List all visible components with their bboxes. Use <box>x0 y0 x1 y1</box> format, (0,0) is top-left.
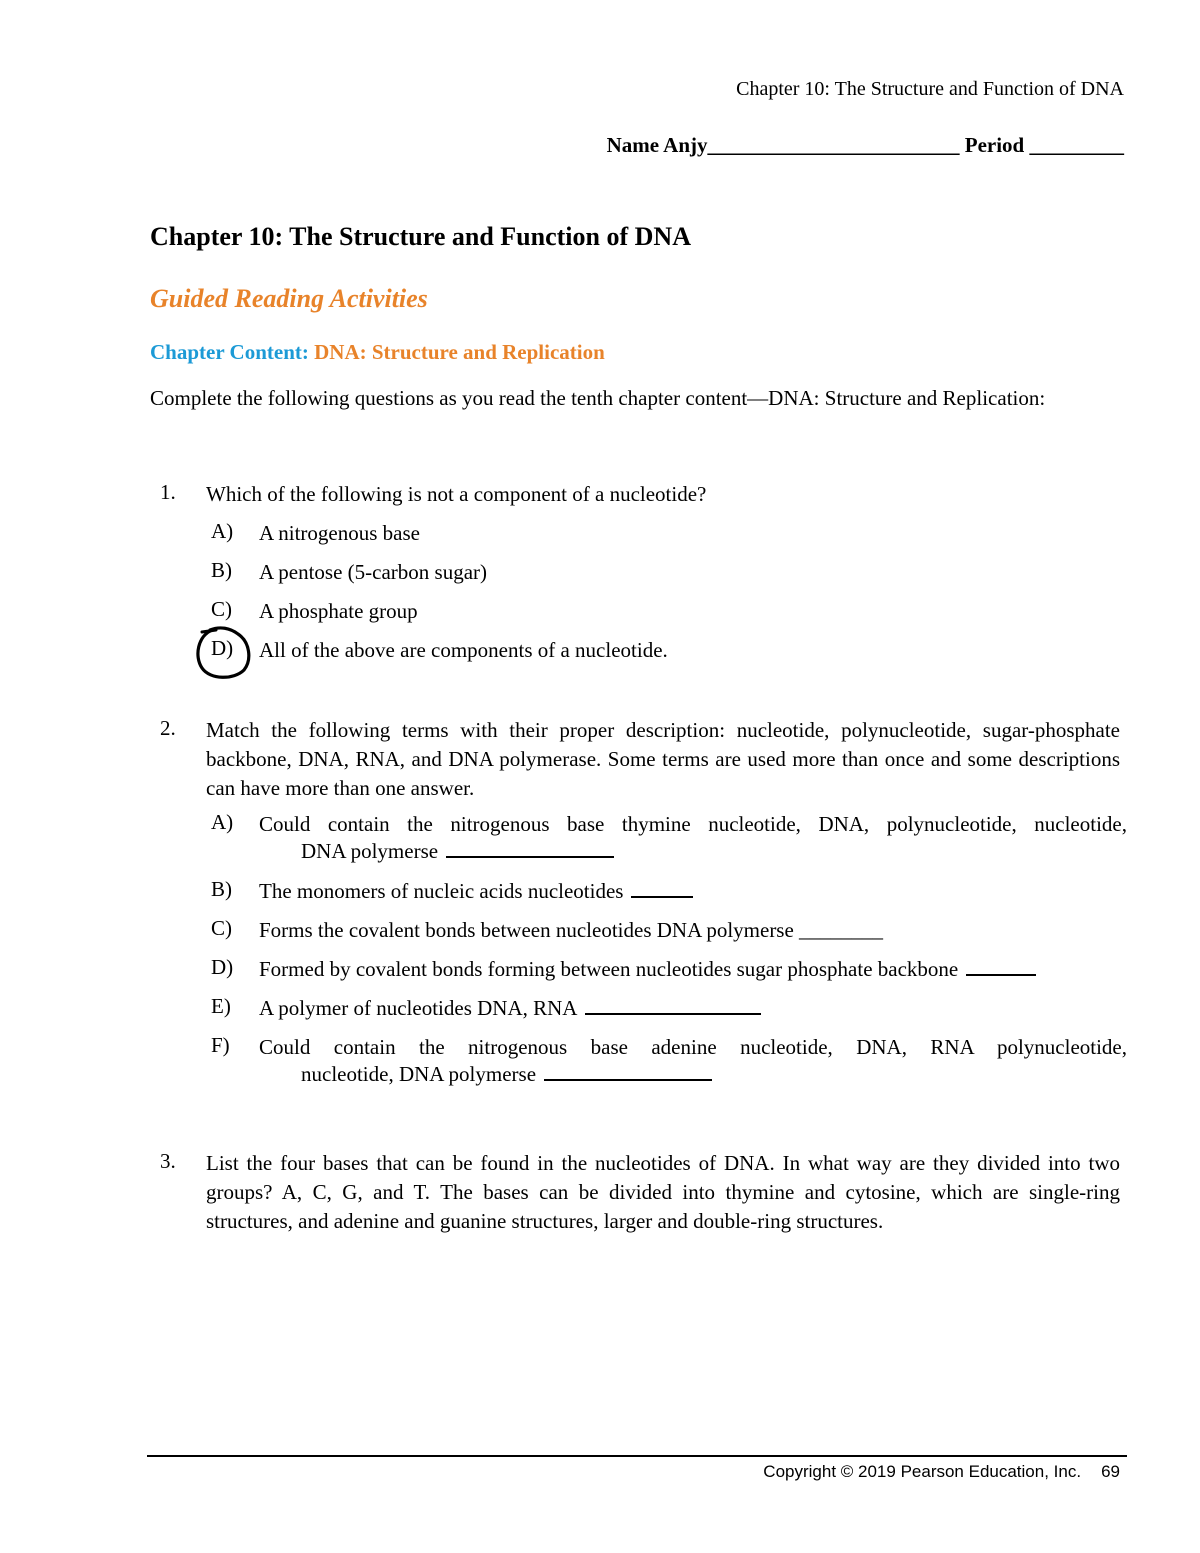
q1-option-d-text: All of the above are components of a nucleotide. <box>259 638 668 662</box>
q2-option-f-text: Could contain the nitrogenous base adenine nucleotide, DNA, RNA polynucleotide, <box>259 1035 1127 1059</box>
answer-blank-line <box>966 956 1036 976</box>
answer-blank-line <box>446 838 614 858</box>
q2-option-a-text: Could contain the nitrogenous base thymine nucleotide, DNA, polynucleotide, nucleotide, <box>259 812 1127 836</box>
q2-option-b-text: The monomers of nucleic acids nucleotides <box>259 879 624 903</box>
page-title: Chapter 10: The Structure and Function of DNA <box>150 222 691 251</box>
question-1-number: 1. <box>160 480 176 504</box>
q2-option-a-continuation <box>301 838 614 864</box>
q1-option-c-letter: C) <box>211 597 232 621</box>
q2-option-d-line <box>259 955 1036 984</box>
q2-option-c-letter: C) <box>211 916 232 940</box>
question-3-text: List the four bases that can be found in the nucleotides of DNA. In what way are they divided into two groups? A, C, G, and T. The bases can be divided into thymine and cytosine, which are single-ring structures, and adenine and guanine structures, larger and double-ring structures. <box>206 1151 1120 1233</box>
q2-option-f-letter: F) <box>211 1033 230 1057</box>
q1-option-a-letter: A) <box>211 519 234 543</box>
q2-option-e-text: A polymer of nucleotides DNA, RNA <box>259 996 578 1020</box>
footer-divider <box>147 1455 1127 1457</box>
handwritten-answer-circle <box>192 622 258 682</box>
q2-option-c-text: Forms the covalent bonds between nucleotides DNA polymerse ________ <box>259 918 884 942</box>
q1-option-d-letter: D) <box>211 636 234 660</box>
answer-blank-line <box>631 878 693 898</box>
q2-option-d-letter: D) <box>211 955 234 979</box>
question-1-text: Which of the following is not a component of a nucleotide? <box>206 482 707 506</box>
name-period-line: Name Anjy________________________ Period _________ <box>606 133 1124 157</box>
copyright-text: Copyright © 2019 Pearson Education, Inc. <box>763 1462 1082 1481</box>
q2-option-e-line <box>259 994 761 1023</box>
chapter-content-label: Chapter Content: <box>150 340 309 364</box>
q2-option-f-continuation <box>301 1061 712 1087</box>
chapter-content-topic: DNA: Structure and Replication <box>314 340 605 364</box>
q2-option-a-cont-text: DNA polymerse <box>301 839 439 863</box>
q2-option-b-letter: B) <box>211 877 232 901</box>
q1-option-c-text: A phosphate group <box>259 599 418 623</box>
intro-paragraph: Complete the following questions as you read the tenth chapter content—DNA: Structure and Replication: <box>150 386 1046 410</box>
q2-option-f-cont-text: nucleotide, DNA polymerse <box>301 1062 537 1086</box>
q1-option-b-letter: B) <box>211 558 232 582</box>
page-number: 69 <box>1101 1462 1120 1481</box>
running-header: Chapter 10: The Structure and Function of DNA <box>736 78 1124 100</box>
q2-option-e-letter: E) <box>211 994 231 1018</box>
question-2-text: Match the following terms with their proper description: nucleotide, polynucleotide, sugar-phosphate backbone, DNA, RNA, and DNA polymerase. Some terms are used more than once and some descriptions can have more than one answer. <box>206 718 1120 800</box>
section-subtitle: Guided Reading Activities <box>150 284 428 313</box>
q1-option-a-text: A nitrogenous base <box>259 521 420 545</box>
q2-option-b-line <box>259 877 693 906</box>
chapter-content-line <box>150 340 605 365</box>
q1-option-b-text: A pentose (5-carbon sugar) <box>259 560 488 584</box>
q2-option-a-letter: A) <box>211 810 234 834</box>
answer-blank-line <box>544 1061 712 1081</box>
q2-option-d-text: Formed by covalent bonds forming between nucleotides sugar phosphate backbone <box>259 957 959 981</box>
footer <box>763 1462 1120 1482</box>
question-2-number: 2. <box>160 716 176 740</box>
answer-blank-line <box>585 995 761 1015</box>
question-3-number: 3. <box>160 1149 176 1173</box>
